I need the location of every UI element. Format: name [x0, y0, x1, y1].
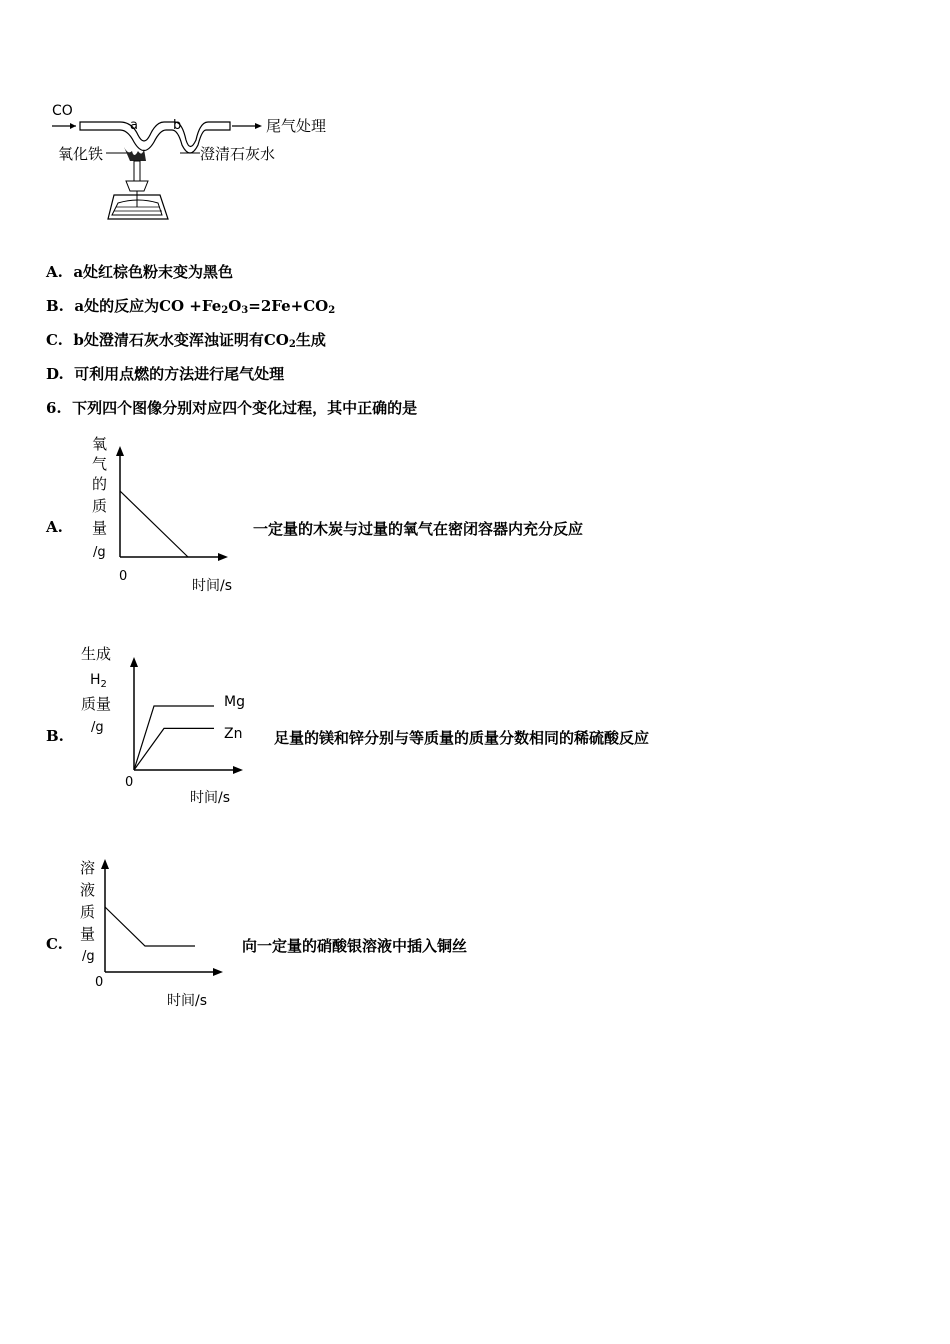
chart-b-ylabel-3: 质量 [81, 695, 112, 713]
chart-b-origin: 0 [125, 775, 134, 790]
chart-b-ylabel-0: 生成 [81, 645, 112, 663]
chart-b-series-mg [134, 706, 214, 770]
chart-c-ylabel-3: 量 [80, 925, 96, 943]
chart-a-ylabel-5: /g [93, 545, 106, 560]
chart-a-x-arrow [218, 553, 228, 561]
iron-oxide-label: 氧化铁 [58, 145, 104, 163]
chart-a-y-arrow [116, 446, 124, 456]
tail-gas-label: 尾气处理 [266, 117, 327, 135]
q6-option-a-caption: 一定量的木炭与过量的氧气在密闭容器内充分反应 [253, 520, 584, 538]
apparatus-diagram [40, 95, 350, 235]
chart-a-ylabel-0: 氧 [92, 435, 108, 453]
chart-b-ylabel-4: /g [91, 720, 104, 735]
option-b: B. a处的反应为CO $+Fe_2O_3=2Fe+CO_2$ [46, 297, 336, 316]
chart-b-legend-mg: Mg [224, 694, 245, 710]
chart-c-ylabel-1: 液 [80, 881, 96, 899]
chart-a-ylabel-2: 的 [92, 475, 108, 493]
option-c: C. b处澄清石灰水变浑浊证明有$CO_2$生成 [46, 331, 326, 350]
chart-c [70, 850, 240, 1015]
question-6-stem: 6. 下列四个图像分别对应四个变化过程，其中正确的是 [46, 399, 418, 417]
chart-b-ylabel-1: $H_2$ [90, 672, 107, 690]
chart-b-ylabel-sub: 2 [100, 679, 107, 690]
chart-c-x-arrow [213, 968, 223, 976]
chart-b-legend-zn: Zn [224, 726, 243, 742]
chart-a-origin: 0 [119, 569, 128, 584]
chart-a [80, 432, 250, 597]
chart-c-ylabel-2: 质 [80, 903, 96, 921]
chart-a-ylabel-1: 气 [92, 455, 108, 473]
chart-c-ylabel-4: /g [82, 949, 95, 964]
chart-a-ylabel-3: 质 [92, 497, 108, 515]
chart-b-x-arrow [233, 766, 243, 774]
chart-c-origin: 0 [95, 975, 104, 990]
option-a: A. a处红棕色粉末变为黑色 [46, 263, 234, 281]
limewater-label: 澄清石灰水 [200, 145, 276, 163]
chart-b [78, 640, 268, 810]
chart-b-series-zn [134, 728, 214, 770]
a-label: a [130, 118, 138, 133]
chart-b-y-arrow [130, 657, 138, 667]
chart-a-xlabel: 时间/s [192, 578, 233, 594]
q6-option-c-letter: C. [46, 935, 63, 953]
q6-option-b-caption: 足量的镁和锌分别与等质量的质量分数相同的稀硫酸反应 [274, 729, 650, 747]
q6-option-a-letter: A. [46, 518, 63, 536]
chart-b-xlabel: 时间/s [190, 790, 231, 806]
chart-c-series-0 [105, 907, 195, 946]
co-label: CO [52, 103, 73, 119]
chart-a-series-0 [120, 491, 188, 557]
q6-option-b-letter: B. [46, 727, 64, 745]
chart-c-y-arrow [101, 859, 109, 869]
chart-c-ylabel-0: 溶 [80, 859, 96, 877]
b-label: b [173, 118, 182, 133]
q6-option-c-caption: 向一定量的硝酸银溶液中插入铜丝 [242, 937, 468, 955]
option-d: D. 可利用点燃的方法进行尾气处理 [46, 365, 285, 383]
chart-c-xlabel: 时间/s [167, 993, 208, 1009]
chart-a-ylabel-4: 量 [92, 519, 108, 537]
